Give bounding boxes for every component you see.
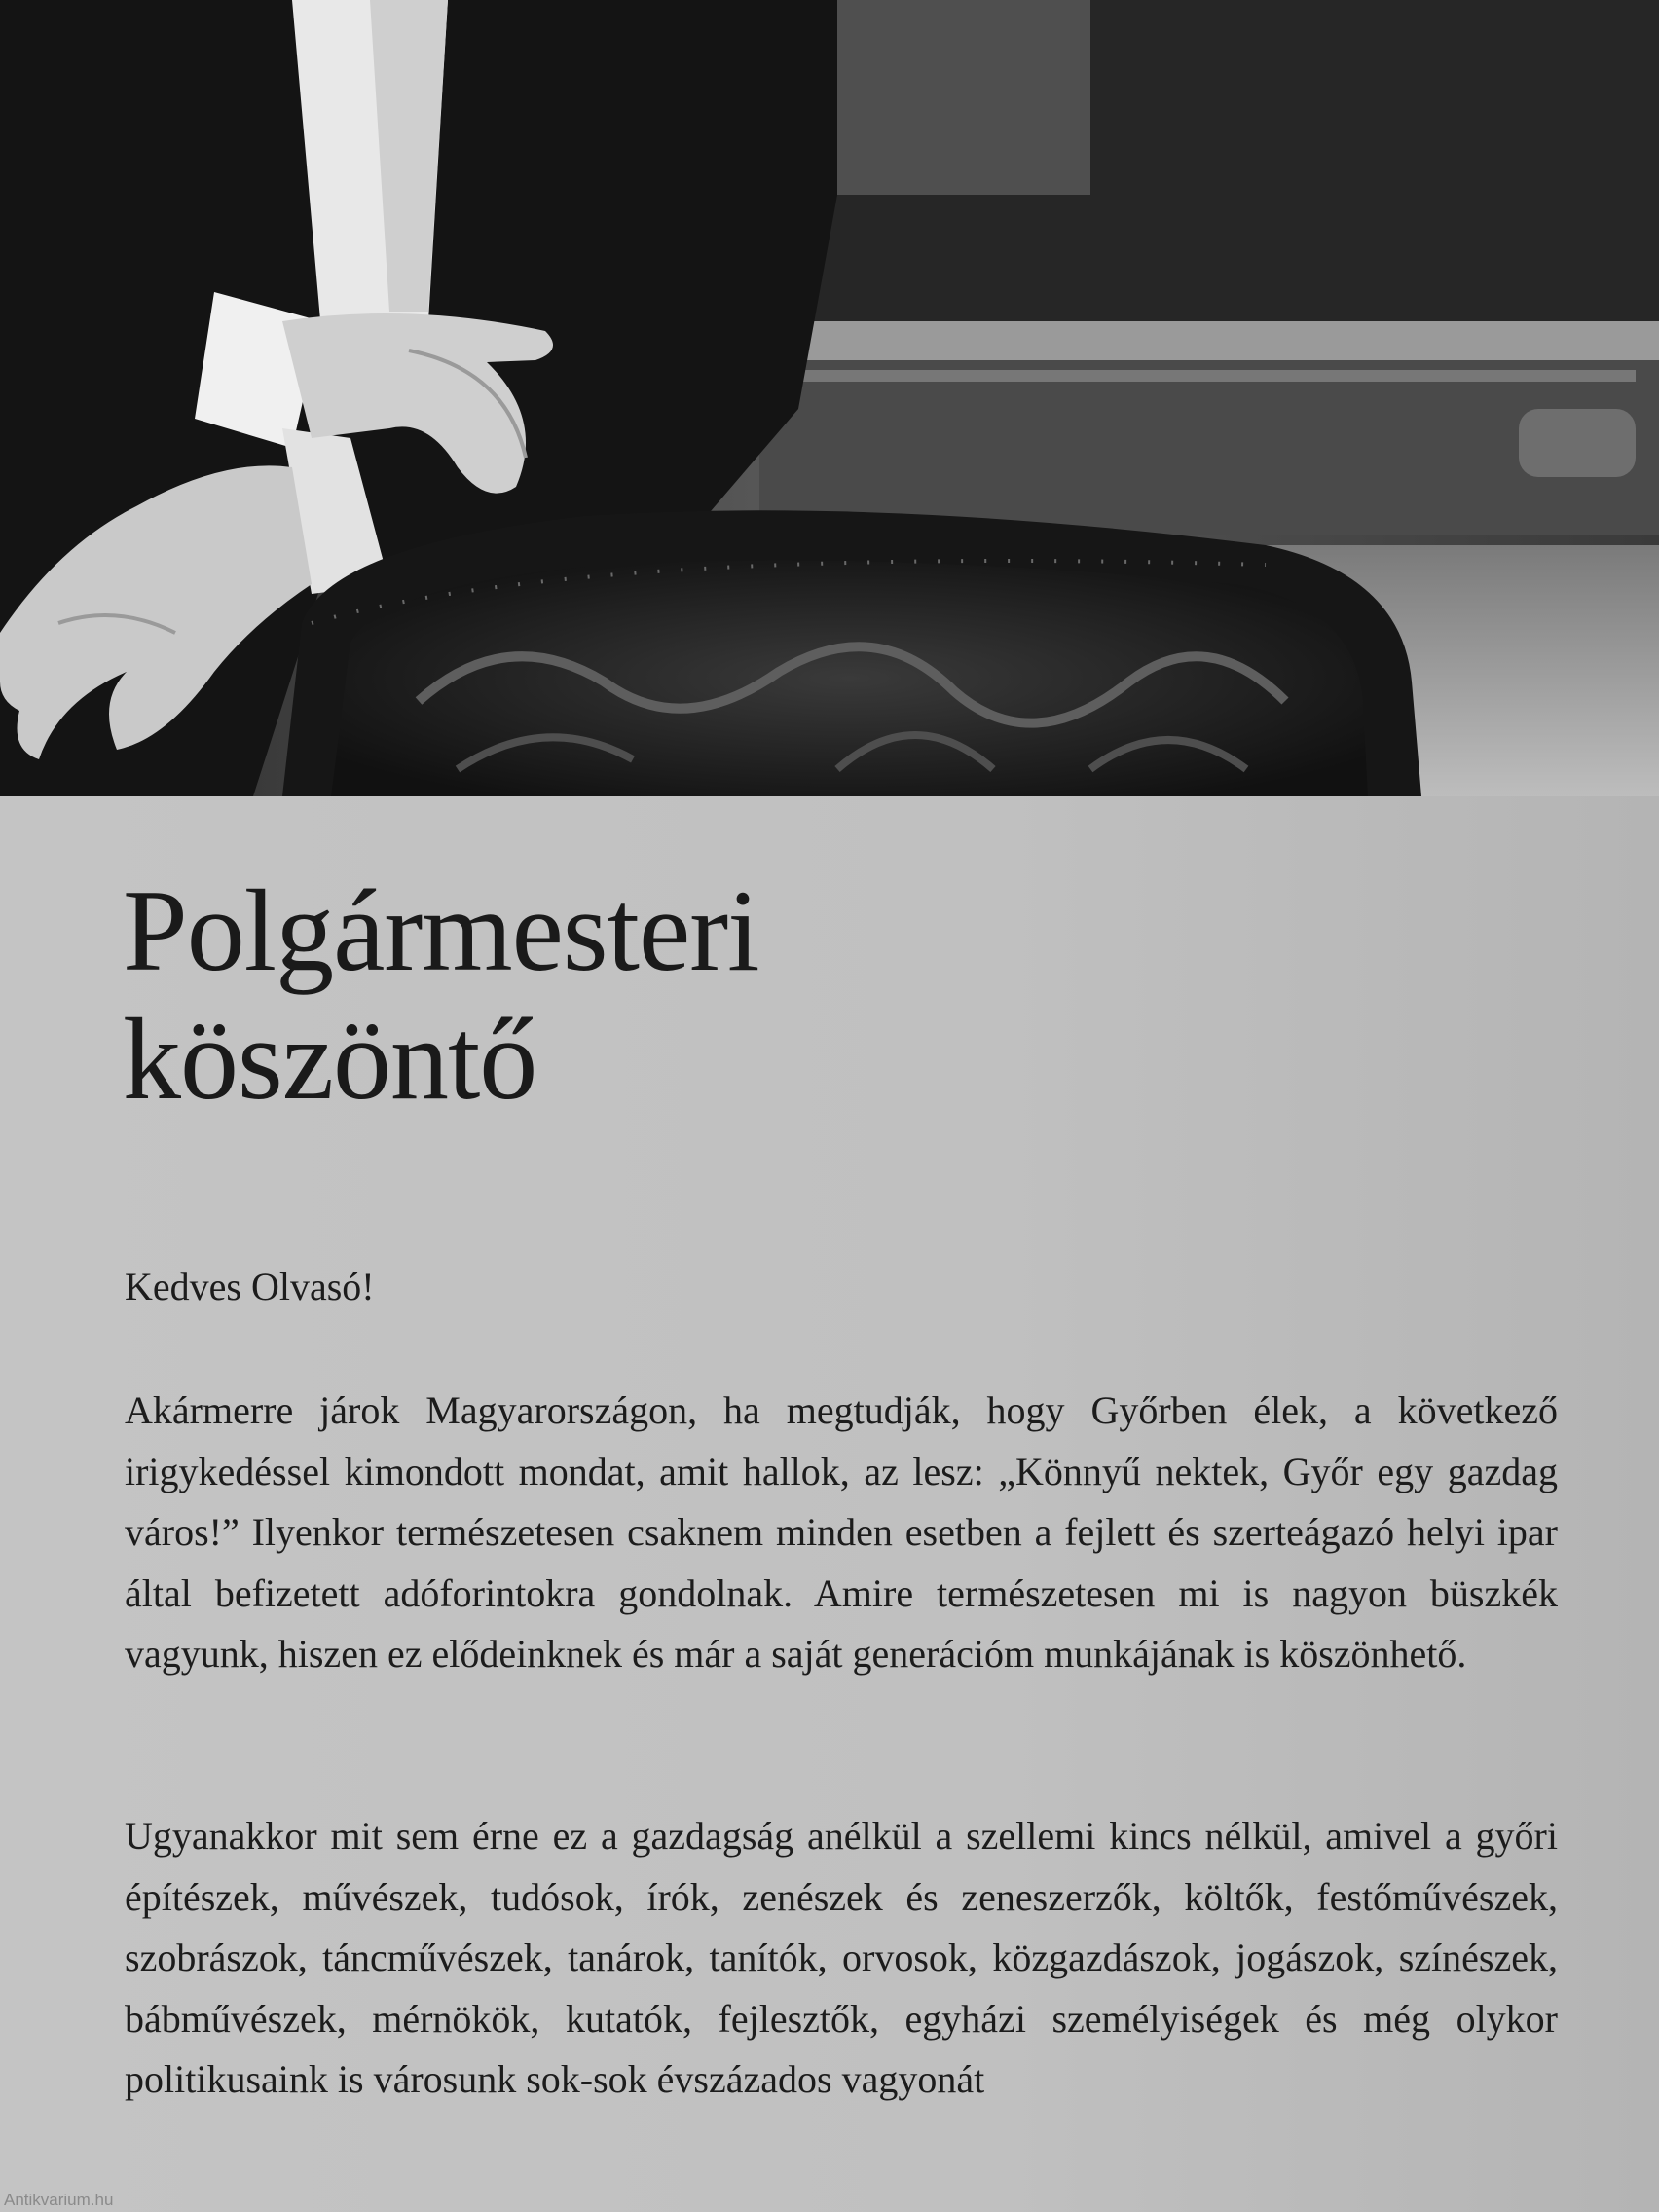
body-paragraph-2: Ugyanakkor mit sem érne ez a gazdagság anélkül a szellemi kincs nélkül, amivel a győri építészek, művészek, tudósok, írók, zenészek és zeneszerzők, költők, festőművészek, szobrászok, táncművészek, tanárok, tanítók, orvosok, közgazdászok, jogászok, színészek, bábművészek, mérnökök, kutatók, fejlesztők, egyházi személyiségek és még olykor politikusaink is városunk sok-sok évszázados vagyonát	[125, 1814, 1558, 2101]
title-line-2: köszöntő	[123, 994, 537, 1124]
title-line-1: Polgármesteri	[123, 866, 759, 995]
header-photo	[0, 0, 1659, 796]
greeting: Kedves Olvasó!	[125, 1265, 375, 1309]
page-title	[123, 866, 759, 1124]
watermark: Antikvarium.hu	[4, 2191, 114, 2209]
body-paragraph-1: Akármerre járok Magyarországon, ha megtudják, hogy Győrben élek, a következő irigykedéssel kimondott mondat, amit hallok, az lesz: „Könnyű nektek, Győr egy gazdag város!” Ilyenkor természetesen csaknem minden esetben a fejlett és szerteágazó helyi ipar által befizetett adóforintokra gondolnak. Amire természetesen mi is nagyon büszkék vagyunk, hiszen ez elődeinknek és már a saját generációm munkájának is köszönhető.	[125, 1388, 1558, 1676]
